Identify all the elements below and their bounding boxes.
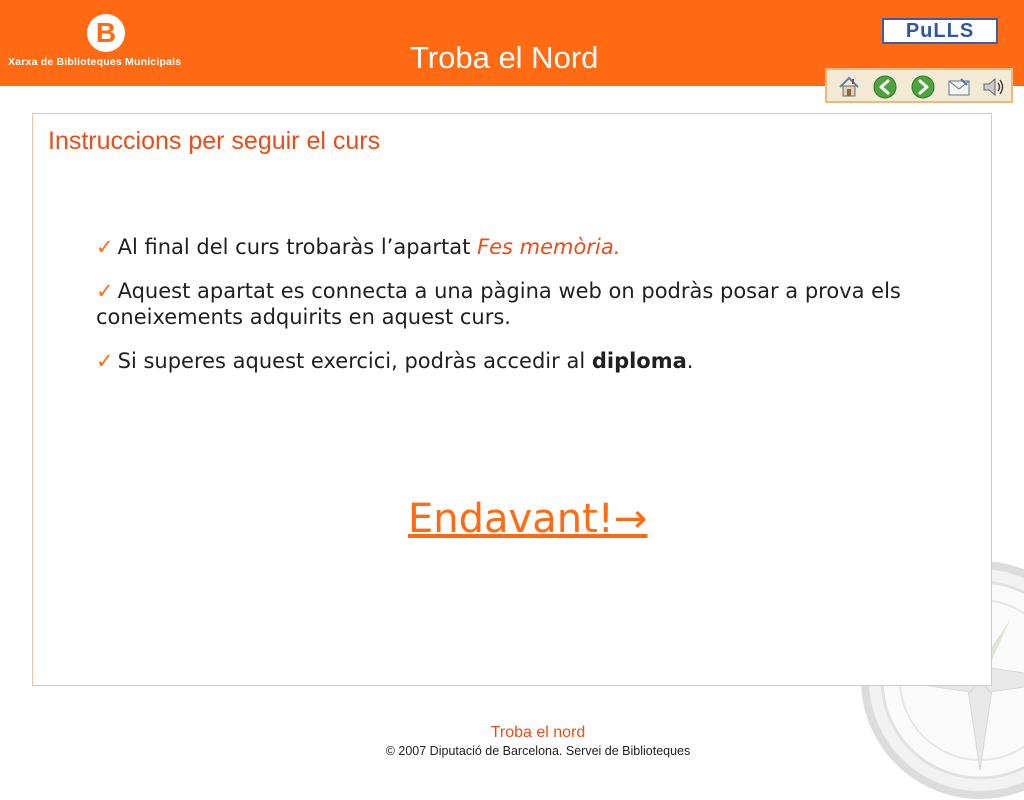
forward-button[interactable] [911, 75, 935, 99]
check-icon: ✓ [96, 235, 114, 259]
back-button[interactable] [873, 75, 897, 99]
list-item [96, 234, 941, 260]
home-button[interactable] [837, 75, 861, 99]
logo-text: Xarxa de Biblioteques Municipals [8, 56, 182, 68]
diploma-emphasis: diploma [591, 349, 687, 373]
bullet-text: Si superes aquest exercici, podràs accedir al [117, 349, 592, 373]
logo-mark: B [87, 14, 125, 52]
list-item [96, 278, 941, 330]
instruction-list [96, 234, 941, 392]
pulls-logo: PuLLS [882, 18, 998, 44]
bullet-text: Al final del curs trobaràs l’apartat [117, 235, 478, 259]
bullet-text-end: . [686, 349, 694, 373]
mail-button[interactable] [947, 75, 971, 99]
footer-title: Troba el nord [490, 724, 586, 741]
section-heading: Instruccions per seguir el curs [48, 127, 381, 155]
section-name-emphasis: Fes memòria. [477, 235, 621, 259]
right-arrow-icon: → [613, 496, 648, 542]
list-item [96, 348, 941, 374]
speaker-icon [981, 75, 1005, 99]
content-panel [32, 113, 992, 686]
bullet-text: Aquest apartat es connecta a una pàgina web on podràs posar a prova els coneixements adquirits en aquest curs. [96, 279, 901, 329]
sound-button[interactable] [981, 75, 1005, 99]
next-link-label: Endavant! [408, 496, 614, 542]
mail-icon [947, 75, 971, 99]
home-icon [837, 75, 861, 99]
next-link[interactable] [408, 496, 647, 542]
back-arrow-icon [873, 75, 897, 99]
forward-arrow-icon [911, 75, 935, 99]
library-network-logo[interactable] [8, 10, 208, 72]
page-title: Troba el Nord [410, 40, 599, 75]
check-icon: ✓ [96, 349, 114, 373]
footer-copyright: © 2007 Diputació de Barcelona. Servei de Biblioteques [385, 744, 691, 758]
navigation-toolbar [825, 68, 1013, 103]
check-icon: ✓ [96, 279, 114, 303]
